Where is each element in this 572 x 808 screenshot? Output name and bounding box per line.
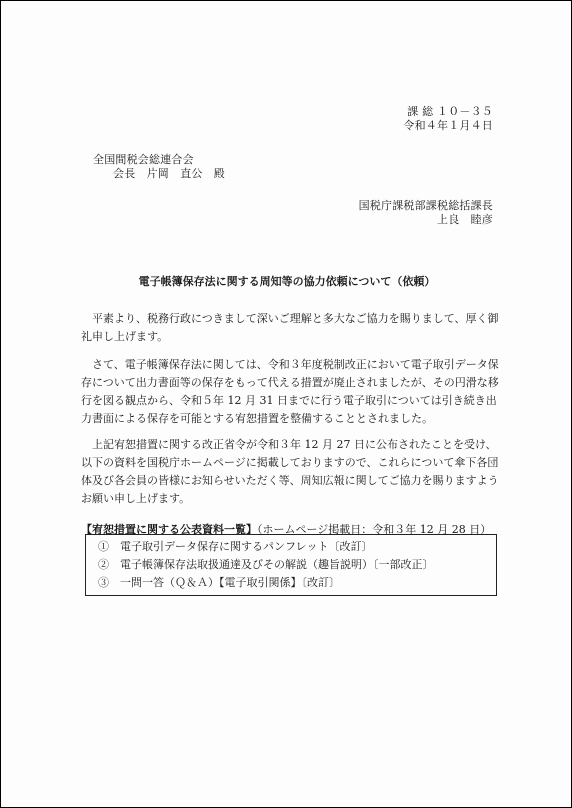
list-item: ③ 一問一答（Ｑ＆Ａ）【電子取引関係】〔改訂〕	[98, 576, 340, 589]
paragraph-request: 上記宥恕措置に関する改正省令が令和３年 12 月 27 日に公布されたことを受け、以下の資料を国税庁ホームページに掲載しておりますので、これらについて傘下各団体及び各会員の皆様にお知らせいただく等、周知広報に関してご協力を賜りますようお願い申し上げます。	[81, 438, 499, 505]
document-date: 令和４年１月４日	[403, 119, 493, 132]
document-number: 課 総 １０－３５	[407, 105, 493, 118]
sender-organization: 国税庁課税部課税総括課長	[358, 199, 493, 212]
sender-name: 上良 睦彦	[437, 213, 493, 226]
recipient-name: 会長 片岡 直公 殿	[113, 167, 225, 180]
list-item: ① 電子取引データ保存に関するパンフレット〔改訂〕	[98, 540, 373, 553]
document-title: 電子帳簿保存法に関する周知等の協力依頼について（依頼）	[138, 275, 436, 288]
paragraph-greeting: 平素より、税務行政につきまして深いご理解と多大なご協力を賜りまして、厚く御礼申し上げます。	[81, 312, 499, 343]
materials-heading-note: （ホームページ掲載日：令和３年 12 月 28 日）	[257, 523, 492, 536]
paragraph-background: さて、電子帳簿保存法に関しては、令和３年度税制改正において電子取引データ保存について出力書面等の保存をもって代える措置が廃止されましたが、その円滑な移行を図る観点から、令和５年 12 月 31 日までに行う電子取引については引き続き出力書面による保存を可能とする宥恕措置を整備することとされました。	[81, 358, 499, 425]
materials-heading-title: 【宥恕措置に関する公表資料一覧】	[81, 523, 257, 536]
materials-list	[85, 534, 497, 596]
recipient-organization: 全国間税会総連合会	[93, 153, 194, 166]
list-item: ② 電子帳簿保存法取扱通達及びその解説（趣旨説明）〔一部改正〕	[98, 558, 434, 571]
